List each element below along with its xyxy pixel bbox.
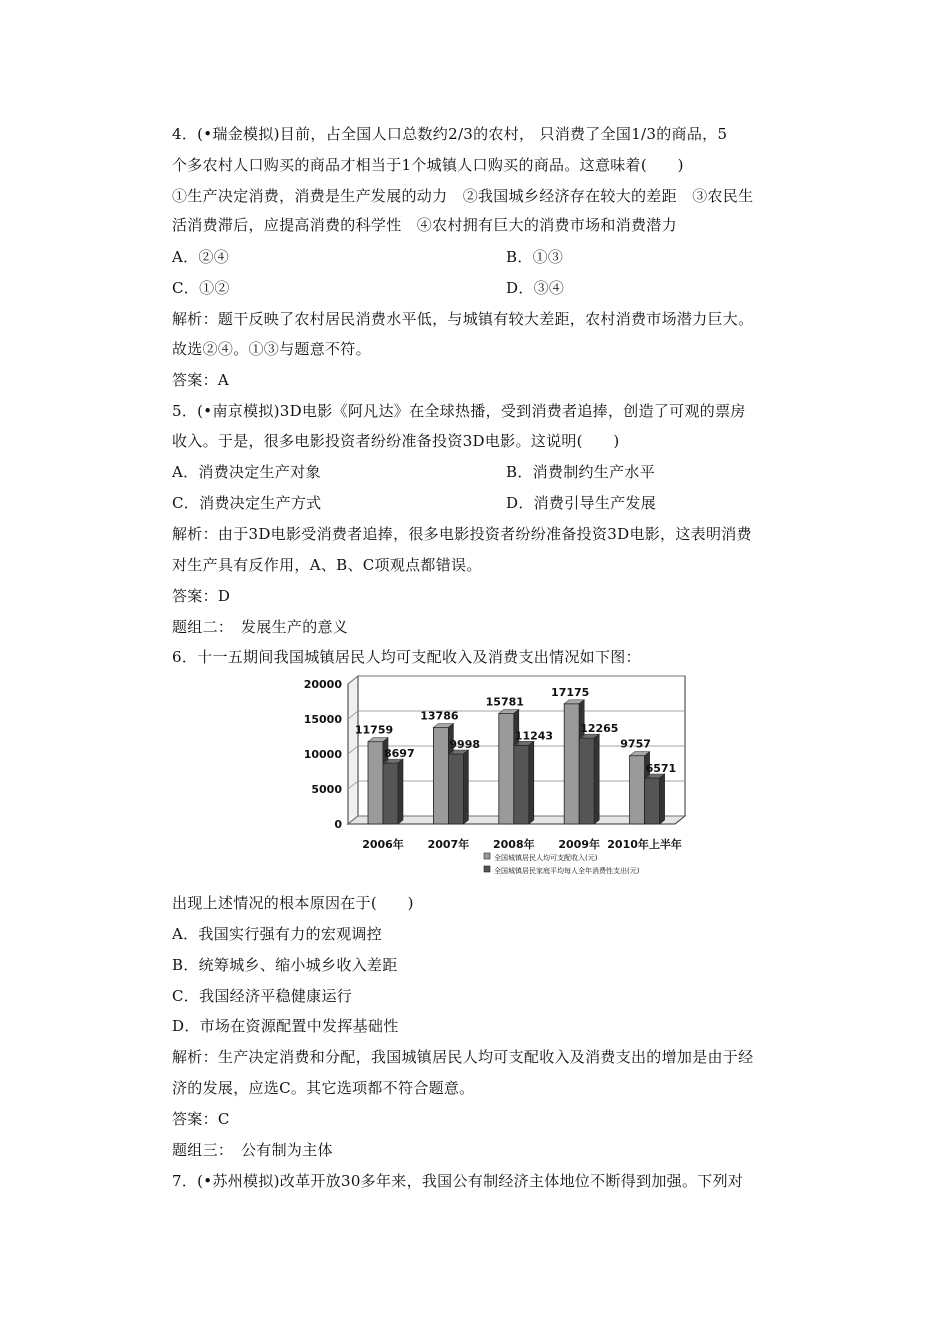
q4-stem-line2: 个多农村人口购买的商品才相当于1个城镇人口购买的商品。这意味着( ) <box>172 156 684 174</box>
q6-choice-b: B．统筹城乡、缩小城乡收入差距 <box>172 956 398 974</box>
bar-s1-3 <box>579 738 594 824</box>
bar-s1-2 <box>514 745 529 824</box>
bar-side-s1-4 <box>660 774 665 824</box>
q6-choice-d: D．市场在资源配置中发挥基础性 <box>172 1017 399 1035</box>
x-tick-label: 2008年 <box>492 838 535 851</box>
q6-analysis-line1: 解析：生产决定消费和分配，我国城镇居民人均可支配收入及消费支出的增加是由于经 <box>172 1048 754 1066</box>
bar-s0-0 <box>368 742 383 824</box>
bar-s0-4 <box>630 756 645 824</box>
income-expense-bar-chart <box>300 674 700 889</box>
data-label: 11759 <box>354 723 394 737</box>
bar-s0-3 <box>564 704 579 824</box>
q4-choice-b: B．①③ <box>506 248 564 266</box>
y-tick-label: 0 <box>334 818 342 831</box>
q5-analysis-line1: 解析：由于3D电影受消费者追捧，很多电影投资者纷纷准备投资3D电影，这表明消费 <box>172 525 752 543</box>
y-tick-label: 20000 <box>303 678 342 691</box>
q4-stem-line1: 4．(•瑞金模拟)目前，占全国人口总数约2/3的农村， 只消费了全国1/3的商品，5 <box>172 125 728 143</box>
bar-s1-4 <box>645 778 660 824</box>
y-tick-label: 10000 <box>303 748 342 761</box>
q5-choice-b: B．消费制约生产水平 <box>506 463 656 481</box>
group2-heading: 题组二： 发展生产的意义 <box>172 618 349 636</box>
legend-swatch-0 <box>484 853 490 859</box>
data-label: 17175 <box>551 685 590 699</box>
q4-analysis-line2: 故选②④。①③与题意不符。 <box>172 340 371 358</box>
q5-choice-c: C．消费决定生产方式 <box>172 494 322 512</box>
q4-options-line1: ①生产决定消费，消费是生产发展的动力 ②我国城乡经济存在较大的差距 ③农民生 <box>172 187 754 205</box>
bar-s0-1 <box>433 727 448 824</box>
q5-choice-d: D．消费引导生产发展 <box>506 494 657 512</box>
q4-analysis-line1: 解析：题干反映了农村居民消费水平低，与城镇有较大差距，农村消费市场潜力巨大。 <box>172 310 754 328</box>
q4-options-line2: 活消费滞后，应提高消费的科学性 ④农村拥有巨大的消费市场和消费潜力 <box>172 216 677 234</box>
bar-s1-0 <box>383 763 398 824</box>
data-label: 11243 <box>514 729 554 743</box>
data-label: 9757 <box>620 737 651 751</box>
q6-question: 出现上述情况的根本原因在于( ) <box>172 894 414 912</box>
x-tick-label: 2006年 <box>362 838 404 851</box>
q4-choice-a: A．②④ <box>172 248 230 266</box>
x-tick-label: 2010年上半年 <box>607 838 682 851</box>
q5-stem-line1: 5．(•南京模拟)3D电影《阿凡达》在全球热播，受到消费者追捧，创造了可观的票房 <box>172 402 746 420</box>
q6-choice-c: C．我国经济平稳健康运行 <box>172 987 353 1005</box>
q5-choice-a: A．消费决定生产对象 <box>172 463 321 481</box>
q5-stem-line2: 收入。于是，很多电影投资者纷纷准备投资3D电影。这说明( ) <box>172 432 620 450</box>
x-tick-label: 2009年 <box>558 838 601 851</box>
q4-choice-c: C．①② <box>172 279 230 297</box>
bar-s0-2 <box>499 714 514 824</box>
q6-analysis-line2: 济的发展，应选C。其它选项都不符合题意。 <box>172 1079 475 1097</box>
y-tick-label: 15000 <box>303 713 342 726</box>
data-label: 13786 <box>420 709 459 723</box>
y-tick-label: 5000 <box>311 783 342 796</box>
x-tick-label: 2007年 <box>427 838 470 851</box>
data-label: 6571 <box>645 762 677 776</box>
q6-choice-a: A．我国实行强有力的宏观调控 <box>172 925 383 943</box>
legend-swatch-1 <box>484 866 490 872</box>
data-label: 15781 <box>485 695 524 709</box>
legend-label-0: 全国城镇居民人均可支配收入(元) <box>494 854 598 862</box>
q5-answer: 答案：D <box>172 587 231 605</box>
data-label: 8697 <box>384 747 415 761</box>
bar-side-s1-2 <box>529 741 534 824</box>
group3-heading: 题组三： 公有制为主体 <box>172 1141 333 1159</box>
q4-answer: 答案：A <box>172 371 230 389</box>
q4-choice-d: D．③④ <box>506 279 565 297</box>
bar-s1-1 <box>448 754 463 824</box>
q6-answer: 答案：C <box>172 1110 230 1128</box>
bar-side-s1-1 <box>463 750 468 824</box>
q5-analysis-line2: 对生产具有反作用，A、B、C项观点都错误。 <box>172 556 482 574</box>
legend-label-1: 全国城镇居民家庭平均每人全年消费性支出(元) <box>494 867 640 875</box>
data-label: 12265 <box>580 722 619 736</box>
bar-side-s1-0 <box>398 759 403 824</box>
data-label: 9998 <box>449 738 481 752</box>
bar-side-s1-3 <box>594 734 599 824</box>
q7-stem-line1: 7．(•苏州模拟)改革开放30多年来，我国公有制经济主体地位不断得到加强。下列对 <box>172 1172 744 1190</box>
q6-stem: 6．十一五期间我国城镇居民人均可支配收入及消费支出情况如下图： <box>172 648 641 666</box>
